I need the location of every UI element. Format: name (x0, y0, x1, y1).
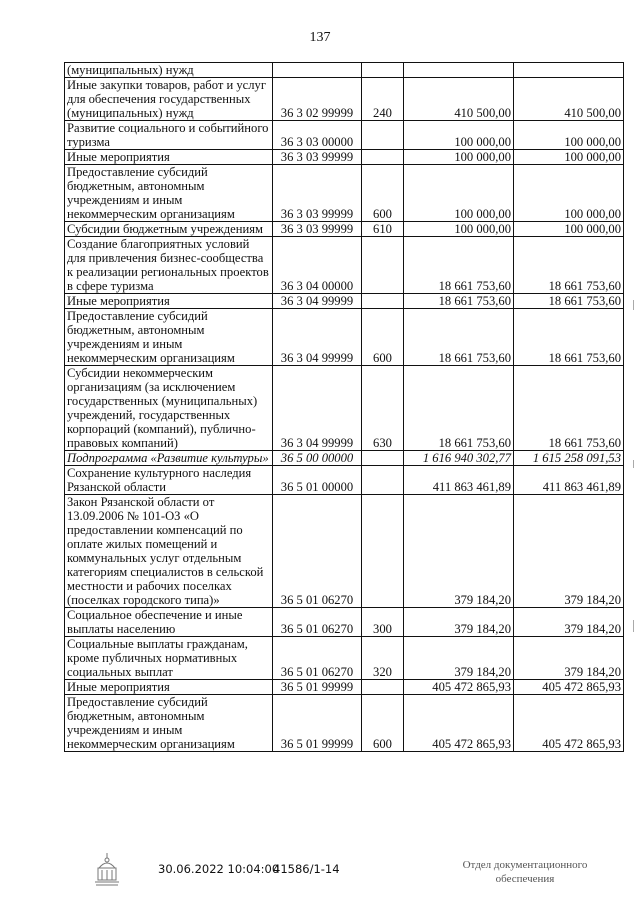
row-expense-type-cell: 320 (362, 637, 404, 680)
row-name-cell: Социальное обеспечение и иные выплаты населению (65, 608, 273, 637)
footer-registration-number: 41586/1-14 (273, 862, 340, 876)
row-sum-2023-cell: 410 500,00 (404, 78, 514, 121)
table-row (65, 451, 624, 466)
row-name-cell: Развитие социального и событийного туризма (65, 121, 273, 150)
row-name-cell: Иные мероприятия (65, 680, 273, 695)
footer-office-line2: обеспечения (495, 873, 555, 885)
table-row (65, 680, 624, 695)
row-sum-2024-cell: 18 661 753,60 (514, 366, 624, 451)
table-row (65, 222, 624, 237)
budget-table (64, 62, 624, 752)
row-expense-type-cell (362, 237, 404, 294)
row-code-cell: 36 3 03 99999 (273, 222, 362, 237)
row-expense-type-cell (362, 294, 404, 309)
row-sum-2024-cell: 18 661 753,60 (514, 294, 624, 309)
row-sum-2023-cell: 18 661 753,60 (404, 366, 514, 451)
row-expense-type-cell (362, 451, 404, 466)
row-sum-2023-cell: 379 184,20 (404, 608, 514, 637)
row-expense-type-cell (362, 150, 404, 165)
row-sum-2024-cell: 100 000,00 (514, 150, 624, 165)
table-row (65, 366, 624, 451)
row-code-cell: 36 5 01 06270 (273, 495, 362, 608)
table-row (65, 608, 624, 637)
row-sum-2023-cell: 18 661 753,60 (404, 294, 514, 309)
row-code-cell: 36 3 04 99999 (273, 294, 362, 309)
row-expense-type-cell: 600 (362, 309, 404, 366)
row-name-cell: Сохранение культурного наследия Рязанской области (65, 466, 273, 495)
row-sum-2023-cell (404, 63, 514, 78)
row-name-cell: Субсидии бюджетным учреждениям (65, 222, 273, 237)
row-name-cell: Предоставление субсидий бюджетным, автономным учреждениям и иным некоммерческим организациям (65, 309, 273, 366)
footer-office-stamp (440, 858, 610, 886)
row-expense-type-cell (362, 121, 404, 150)
row-sum-2023-cell: 18 661 753,60 (404, 309, 514, 366)
row-code-cell (273, 63, 362, 78)
page-number: 137 (309, 30, 331, 45)
row-sum-2024-cell: 405 472 865,93 (514, 695, 624, 752)
table-row (65, 637, 624, 680)
table-row (65, 165, 624, 222)
footer-office-line1: Отдел документационного (462, 859, 588, 871)
row-name-cell: Иные мероприятия (65, 294, 273, 309)
row-name-cell: Предоставление субсидий бюджетным, автономным учреждениям и иным некоммерческим организациям (65, 695, 273, 752)
row-name-cell: Социальные выплаты гражданам, кроме публичных нормативных социальных выплат (65, 637, 273, 680)
row-name-cell: Закон Рязанской области от 13.09.2006 № 101-ОЗ «О предоставлении компенсаций по оплате жилых помещений и коммунальных услуг отдельным категориям специалистов в сельской местности и рабочих поселках (поселках городского типа)» (65, 495, 273, 608)
row-code-cell: 36 3 02 99999 (273, 78, 362, 121)
table-row (65, 121, 624, 150)
row-code-cell: 36 5 00 00000 (273, 451, 362, 466)
row-code-cell: 36 5 01 99999 (273, 695, 362, 752)
row-sum-2023-cell: 100 000,00 (404, 222, 514, 237)
row-sum-2024-cell: 411 863 461,89 (514, 466, 624, 495)
margin-mark (633, 460, 634, 468)
table-row (65, 150, 624, 165)
row-code-cell: 36 3 03 99999 (273, 150, 362, 165)
row-code-cell: 36 3 04 99999 (273, 309, 362, 366)
row-sum-2024-cell: 18 661 753,60 (514, 309, 624, 366)
row-sum-2023-cell: 379 184,20 (404, 495, 514, 608)
row-sum-2024-cell: 100 000,00 (514, 165, 624, 222)
row-sum-2023-cell: 1 616 940 302,77 (404, 451, 514, 466)
row-expense-type-cell (362, 680, 404, 695)
row-expense-type-cell (362, 63, 404, 78)
table-row (65, 63, 624, 78)
row-sum-2023-cell: 100 000,00 (404, 121, 514, 150)
row-sum-2024-cell: 410 500,00 (514, 78, 624, 121)
row-code-cell: 36 3 04 00000 (273, 237, 362, 294)
table-row (65, 78, 624, 121)
row-sum-2023-cell: 18 661 753,60 (404, 237, 514, 294)
row-sum-2023-cell: 405 472 865,93 (404, 695, 514, 752)
table-row (65, 695, 624, 752)
row-code-cell: 36 5 01 06270 (273, 608, 362, 637)
row-sum-2024-cell: 379 184,20 (514, 608, 624, 637)
budget-table-body (65, 63, 624, 752)
row-expense-type-cell: 300 (362, 608, 404, 637)
row-expense-type-cell (362, 466, 404, 495)
row-expense-type-cell: 600 (362, 695, 404, 752)
row-expense-type-cell: 630 (362, 366, 404, 451)
table-row (65, 466, 624, 495)
row-name-cell: Создание благоприятных условий для привлечения бизнес-сообщества к реализации региональных проектов в сфере туризма (65, 237, 273, 294)
row-sum-2024-cell: 379 184,20 (514, 637, 624, 680)
row-sum-2024-cell: 405 472 865,93 (514, 680, 624, 695)
row-code-cell: 36 5 01 00000 (273, 466, 362, 495)
row-code-cell: 36 3 03 99999 (273, 165, 362, 222)
row-sum-2023-cell: 411 863 461,89 (404, 466, 514, 495)
row-expense-type-cell (362, 495, 404, 608)
row-sum-2024-cell: 18 661 753,60 (514, 237, 624, 294)
margin-mark (633, 620, 634, 632)
table-row (65, 237, 624, 294)
row-sum-2023-cell: 405 472 865,93 (404, 680, 514, 695)
row-sum-2024-cell: 379 184,20 (514, 495, 624, 608)
row-sum-2024-cell: 1 615 258 091,53 (514, 451, 624, 466)
row-name-cell: Предоставление субсидий бюджетным, автономным учреждениям и иным некоммерческим организациям (65, 165, 273, 222)
table-row (65, 495, 624, 608)
row-expense-type-cell: 610 (362, 222, 404, 237)
row-name-cell: Подпрограмма «Развитие культуры» (65, 451, 273, 466)
row-code-cell: 36 3 04 99999 (273, 366, 362, 451)
row-code-cell: 36 5 01 06270 (273, 637, 362, 680)
row-expense-type-cell: 600 (362, 165, 404, 222)
row-sum-2024-cell: 100 000,00 (514, 222, 624, 237)
building-emblem-icon (93, 852, 121, 890)
document-footer (0, 848, 640, 898)
row-sum-2024-cell: 100 000,00 (514, 121, 624, 150)
margin-mark (633, 300, 634, 310)
table-row (65, 294, 624, 309)
row-sum-2024-cell (514, 63, 624, 78)
row-name-cell: Иные закупки товаров, работ и услуг для обеспечения государственных (муниципальных) нужд (65, 78, 273, 121)
row-name-cell: Иные мероприятия (65, 150, 273, 165)
footer-datetime: 30.06.2022 10:04:00 (158, 862, 280, 876)
row-sum-2023-cell: 100 000,00 (404, 165, 514, 222)
row-sum-2023-cell: 379 184,20 (404, 637, 514, 680)
row-expense-type-cell: 240 (362, 78, 404, 121)
table-row (65, 309, 624, 366)
row-name-cell: (муниципальных) нужд (65, 63, 273, 78)
row-name-cell: Субсидии некоммерческим организациям (за исключением государственных (муниципальных) учреждений, государственных корпораций (компаний), публично-правовых компаний) (65, 366, 273, 451)
row-sum-2023-cell: 100 000,00 (404, 150, 514, 165)
row-code-cell: 36 3 03 00000 (273, 121, 362, 150)
row-code-cell: 36 5 01 99999 (273, 680, 362, 695)
